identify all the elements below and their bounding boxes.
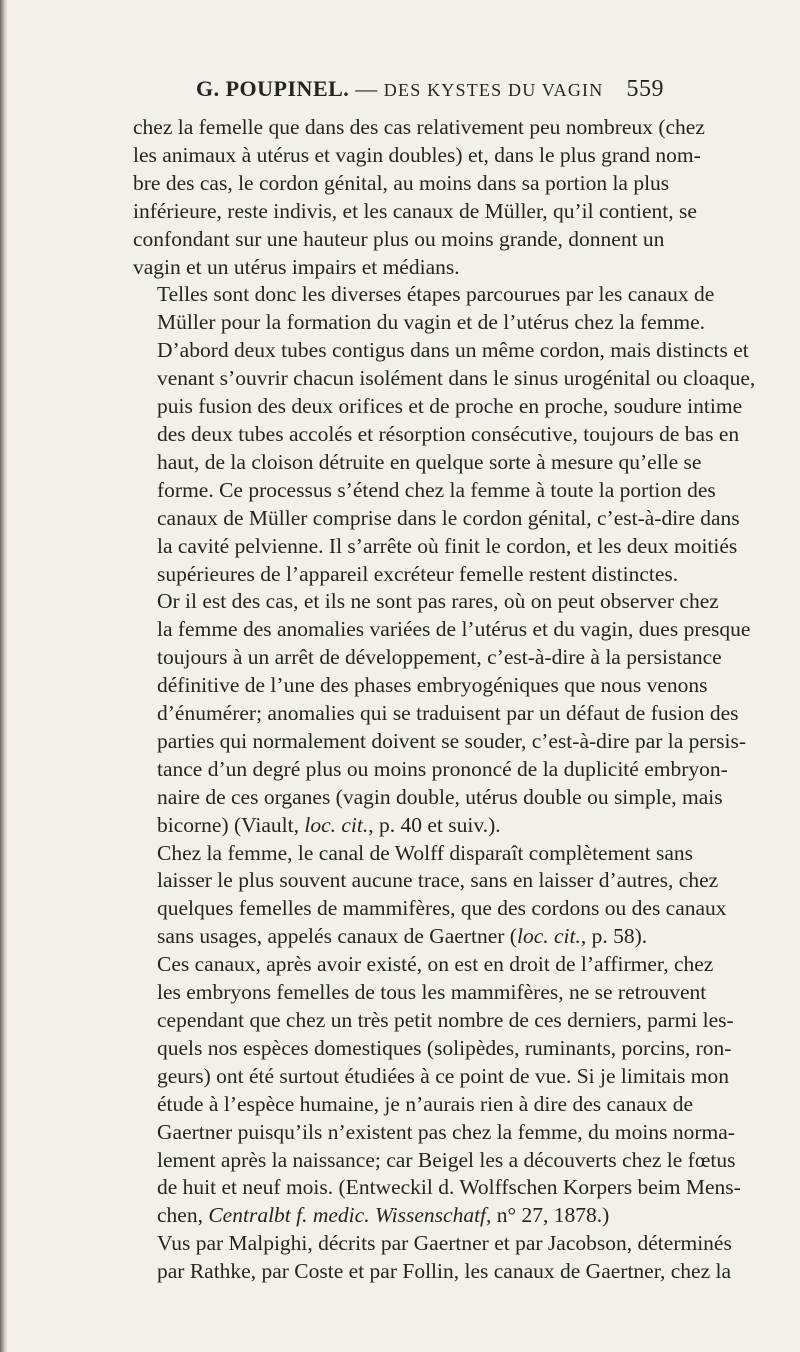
text-line: supérieures de l’appareil excréteur femelle restent distinctes.	[157, 561, 679, 586]
text-line: toujours à un arrêt de développement, c’est-à-dire à la persistance	[157, 645, 722, 670]
text-line: par Rathke, par Coste et par Follin, les canaux de Gaertner, chez la	[157, 1259, 732, 1284]
text-line: tance d’un degré plus ou moins prononcé de la duplicité embryon-	[157, 756, 728, 781]
text-fragment: , n° 27, 1878.)	[486, 1203, 610, 1228]
text-line: D’abord deux tubes contigus dans un même cordon, mais distincts et	[157, 338, 749, 363]
paragraph	[133, 1230, 732, 1286]
text-line: Ces canaux, après avoir existé, on est en droit de l’affirmer, chez	[157, 952, 714, 977]
paragraph	[133, 840, 727, 952]
text-line: naire de ces organes (vagin double, utérus double ou simple, mais	[157, 784, 723, 809]
header-title: DES KYSTES DU VAGIN	[383, 80, 604, 100]
paragraph	[133, 114, 705, 281]
text-fragment: chen,	[157, 1203, 209, 1228]
text-line: Müller pour la formation du vagin et de l’utérus chez la femme.	[157, 310, 706, 335]
running-header	[196, 76, 664, 103]
text-line: vagin et un utérus impairs et médians.	[133, 254, 460, 279]
header-dash: —	[355, 76, 378, 101]
text-line: Or il est des cas, et ils ne sont pas rares, où on peut observer chez	[157, 589, 719, 614]
citation-italic: loc. cit.	[516, 924, 581, 949]
text-line: lement après la naissance; car Beigel les a découverts chez le fœtus	[157, 1147, 736, 1172]
text-line: laisser le plus souvent aucune trace, sans en laisser d’autres, chez	[157, 868, 719, 893]
paragraph	[133, 951, 741, 1230]
text-line: haut, de la cloison détruite en quelque sorte à mesure qu’elle se	[157, 449, 702, 474]
text-line: forme. Ce processus s’étend chez la femme à toute la portion des	[157, 477, 716, 502]
page-binding-edge	[0, 0, 8, 1352]
text-line: quelques femelles de mammifères, que des cordons ou des canaux	[157, 896, 727, 921]
text-line: définitive de l’une des phases embryogéniques que nous venons	[157, 673, 708, 698]
text-line: bre des cas, le cordon génital, au moins dans sa portion la plus	[133, 170, 670, 195]
text-line: étude à l’espèce humaine, je n’aurais rien à dire des canaux de	[157, 1091, 694, 1116]
paragraph	[133, 588, 751, 839]
text-line: Telles sont donc les diverses étapes parcourues par les canaux de	[157, 282, 715, 307]
text-fragment: sans usages, appelés canaux de Gaertner (	[157, 924, 517, 949]
body-text	[133, 114, 756, 1286]
text-line: venant s’ouvrir chacun isolément dans le sinus urogénital ou cloaque,	[157, 366, 756, 391]
text-fragment: bicorne) (Viault,	[157, 812, 305, 837]
text-line	[133, 1202, 661, 1230]
text-line: les embryons femelles de tous les mammifères, ne se retrouvent	[157, 980, 707, 1005]
text-line: Chez la femme, le canal de Wolff disparaît complètement sans	[157, 840, 693, 865]
header-author: G. POUPINEL.	[196, 76, 350, 101]
text-line: de huit et neuf mois. (Entweckil d. Wolffschen Korpers beim Mens-	[157, 1175, 741, 1200]
text-line: parties qui normalement doivent se souder, c’est-à-dire par la persis-	[157, 728, 746, 753]
text-line: d’énumérer; anomalies qui se traduisent par un défaut de fusion des	[157, 701, 739, 726]
text-line: les animaux à utérus et vagin doubles) et, dans le plus grand nom-	[133, 142, 701, 167]
text-line: Gaertner puisqu’ils n’existent pas chez la femme, du moins norma-	[157, 1119, 735, 1144]
text-line: quels nos espèces domestiques (solipèdes, ruminants, porcins, ron-	[157, 1035, 732, 1060]
text-line: chez la femelle que dans des cas relativement peu nombreux (chez	[133, 115, 705, 139]
text-line: geurs) ont été surtout étudiées à ce point de vue. Si je limitais mon	[157, 1063, 730, 1088]
text-line: inférieure, reste indivis, et les canaux de Müller, qu’il contient, se	[133, 198, 697, 223]
text-line: confondant sur une hauteur plus ou moins grande, donnent un	[133, 226, 665, 251]
page-number: 559	[626, 76, 664, 102]
citation-italic: Centralbt f. medic. Wissenschatf	[208, 1203, 487, 1228]
text-line: puis fusion des deux orifices et de proche en proche, soudure intime	[157, 394, 743, 419]
text-line	[133, 923, 661, 951]
text-line: des deux tubes accolés et résorption consécutive, toujours de bas en	[157, 421, 740, 446]
text-line: la femme des anomalies variées de l’utérus et du vagin, dues presque	[157, 617, 751, 642]
text-line: la cavité pelvienne. Il s’arrête où finit le cordon, et les deux moitiés	[157, 533, 738, 558]
text-line	[133, 812, 661, 840]
header-author-title	[196, 76, 603, 102]
text-line: Vus par Malpighi, décrits par Gaertner et par Jacobson, déterminés	[157, 1231, 732, 1256]
paragraph	[133, 281, 756, 588]
citation-italic: loc. cit.	[304, 812, 369, 837]
text-line: cependant que chez un très petit nombre de ces derniers, parmi les-	[157, 1008, 734, 1032]
text-fragment: , p. 58).	[580, 924, 648, 949]
text-fragment: , p. 40 et suiv.).	[368, 812, 501, 837]
text-line: canaux de Müller comprise dans le cordon génital, c’est-à-dire dans	[157, 505, 740, 530]
